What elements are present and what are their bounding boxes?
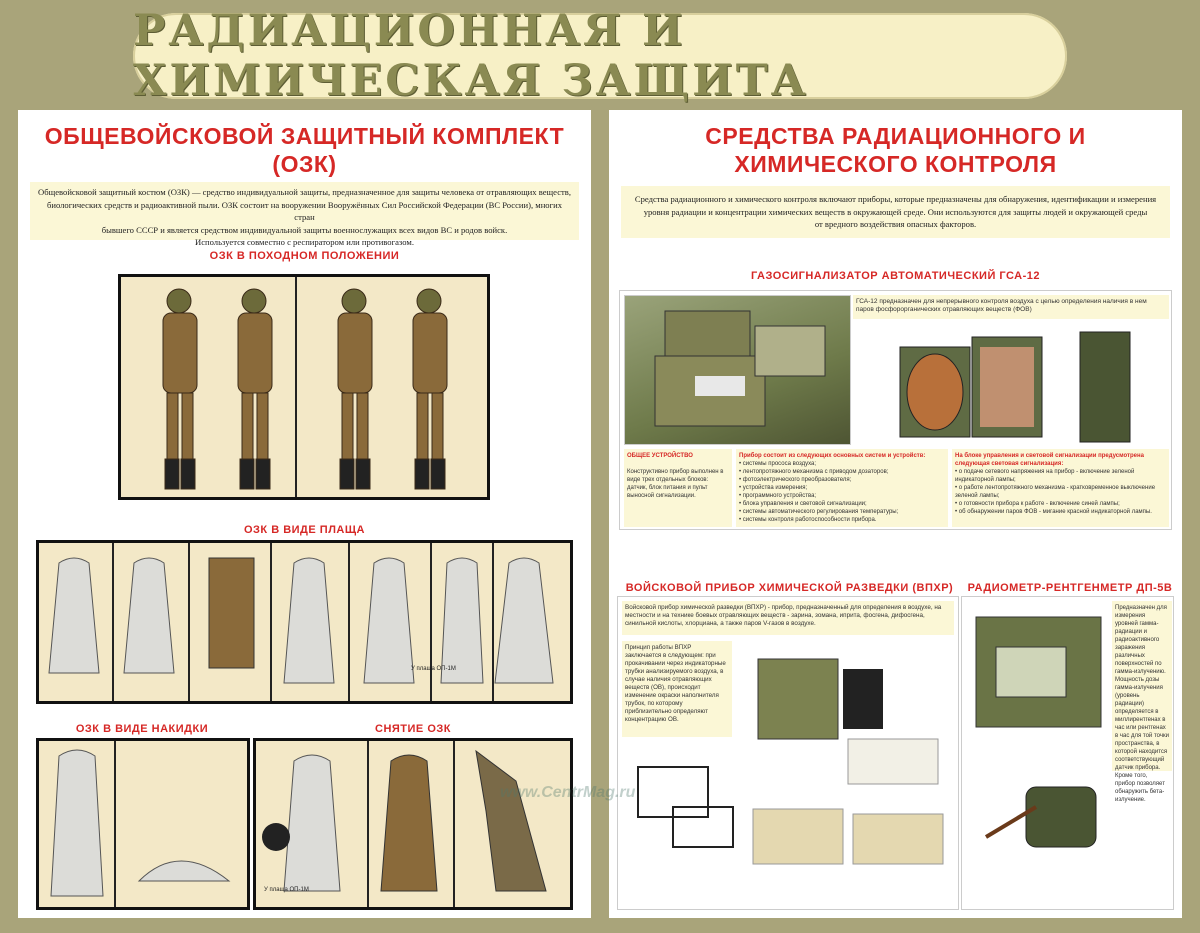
right-desc-line: от вредного воздействия опасных факторов. (814, 219, 977, 229)
list-item: • о подаче сетевого напряжения на прибор - включение зеленой индикаторной лампы; (955, 469, 1135, 483)
list-item: • фотоэлектрического преобразователя; (739, 477, 852, 483)
section-cape: ОЗК В ВИДЕ НАКИДКИ (75, 723, 209, 735)
right-panel (609, 110, 1182, 918)
cape-figures (39, 741, 247, 907)
vphr-block (617, 596, 959, 910)
vphr-pump-drawing (628, 747, 748, 857)
fig-caption: У плаща ОП-1М (411, 666, 456, 672)
cloak-figures (39, 543, 570, 701)
vphr-principle: Принцип работы ВПХР заключается в следующем: при прокачивании через индикаторные трубки анализируемого воздуха, в случае наличия отравляющих веществ (ОВ), происходит изменение окраски наполнителя трубок, по которому приблизительно определяют концентрацию ОВ. (622, 641, 732, 737)
gsa12-photo (624, 295, 851, 445)
left-heading (18, 122, 591, 178)
section-removal: СНЯТИЕ ОЗК (375, 723, 451, 735)
right-desc-line: уровня радиации и концентрации химических веществ в окружающей среде. Они используются для защиты людей и окружающей среды (643, 206, 1148, 217)
box-title: На блоке управления и световой сигнализации предусмотрена следующая световая сигнализация: (955, 453, 1144, 467)
list-item: • программного устройства; (739, 493, 817, 499)
list-item: • устройства измерения; (739, 485, 808, 491)
section-cloak: ОЗК В ВИДЕ ПЛАЩА (243, 524, 366, 536)
gsa12-block (619, 290, 1172, 530)
list-item: • лентопротяжного механизма с приводом дозаторов; (739, 469, 889, 475)
left-desc-line: бывшего СССР и является средством индивидуальной защиты военнослужащих всех видов ВС и родов войск. (101, 224, 508, 235)
section-marching: ОЗК В ПОХОДНОМ ПОЛОЖЕНИИ (209, 250, 400, 262)
box-title: ОБЩЕЕ УСТРОЙСТВО (627, 453, 693, 459)
section-dp5v: РАДИОМЕТР-РЕНТГЕНМЕТР ДП-5В (967, 582, 1173, 594)
removal-illustration (253, 738, 573, 910)
list-item: • блока управления и световой сигнализации; (739, 501, 867, 507)
list-item: • системы контроля работоспособности прибора. (739, 517, 877, 523)
list-item: • о готовности прибора к работе - включение синей лампы; (955, 501, 1120, 507)
dp5v-device-drawing (966, 607, 1111, 897)
cape-illustration (36, 738, 250, 910)
left-desc-line: Общевойсковой защитный костюм (ОЗК) — средство индивидуальной защиты, предназначенное для защиты человека от отравляющих веществ, (38, 187, 571, 197)
left-heading-line2: (ОЗК) (272, 151, 337, 177)
watermark: www.CentrMag.ru (500, 784, 636, 801)
left-heading-line1: ОБЩЕВОЙСКОВОЙ ЗАЩИТНЫЙ КОМПЛЕКТ (44, 123, 565, 149)
page-title: РАДИАЦИОННАЯ И ХИМИЧЕСКАЯ ЗАЩИТА (133, 6, 809, 106)
title-banner (133, 6, 1067, 106)
right-description (621, 186, 1170, 238)
right-heading (609, 122, 1182, 178)
left-desc-line: Используется совместно с респиратором или противогазом. (194, 237, 414, 247)
list-item: • системы прососа воздуха; (739, 461, 817, 467)
section-vphr: ВОЙСКОВОЙ ПРИБОР ХИМИЧЕСКОЙ РАЗВЕДКИ (ВПХР) (625, 582, 954, 594)
left-description (30, 182, 579, 247)
list-item: • об обнаружении паров ФОВ - мигание красной индикаторной лампы. (955, 509, 1152, 515)
gsa12-general-box (624, 449, 732, 527)
fig-caption: У плаща ОП-1М (264, 887, 309, 893)
section-gsa12: ГАЗОСИГНАЛИЗАТОР АВТОМАТИЧЕСКИЙ ГСА-12 (750, 270, 1041, 282)
right-heading-line1: СРЕДСТВА РАДИАЦИОННОГО И (705, 123, 1086, 149)
gsa12-description: ГСА-12 предназначен для непрерывного контроля воздуха с целью определения наличия в нем паров фосфорорганических отравляющих веществ (ФОВ) (853, 295, 1169, 319)
gsa12-signals-box (952, 449, 1169, 527)
gsa12-systems-box (736, 449, 948, 527)
removal-figures (256, 741, 570, 907)
box-text: Конструктивно прибор выполнен в виде трех отдельных блоков: датчик, блок питания и пульт выносной сигнализации. (627, 469, 724, 499)
right-desc-line: Средства радиационного и химического контроля включают приборы, которые предназначены для обнаружения, идентификации и измерения (634, 194, 1157, 204)
vphr-description: Войсковой прибор химической разведки (ВПХР) - прибор, предназначенный для определения в воздухе, на местности и на технике боевых отравляющих веществ - зарина, зомана, иприта, фосгена, дифосгена, синильной кислоты, хлорциана, а также паров V-газов в воздухе. (622, 601, 954, 635)
cloak-illustration (36, 540, 573, 704)
device-drawing (625, 296, 850, 444)
list-item: • о работе лентопротяжного механизма - кратковременное выключение зеленой лампы; (955, 485, 1156, 499)
list-item: • системы автоматического регулирования температуры; (739, 509, 899, 515)
soldiers-figures (121, 277, 487, 497)
gsa12-device-drawing (890, 327, 1160, 447)
left-desc-line: биологических средств и радиоактивной пыли. ОЗК состоит на вооружении Вооружённых Сил Российской Федерации (ВС России), многих стран (46, 199, 563, 222)
dp5v-block (961, 596, 1174, 910)
box-title: Прибор состоит из следующих основных систем и устройств: (739, 453, 926, 459)
marching-illustration (118, 274, 490, 500)
dp5v-description: Предназначен для измерения уровней гамма-радиации и радиоактивного заражения различных поверхностей по гамма-излучению. Мощность дозы гамма-излучения (уровень радиации) определяется в миллирентгенах в час или рентгенах в час для той точки пространства, в которой находится соответствующий датчик прибора. Кроме того, прибор позволяет обнаружить бета-излучение. (1112, 601, 1172, 771)
right-heading-line2: ХИМИЧЕСКОГО КОНТРОЛЯ (734, 151, 1057, 177)
vphr-device-drawing (748, 639, 953, 909)
